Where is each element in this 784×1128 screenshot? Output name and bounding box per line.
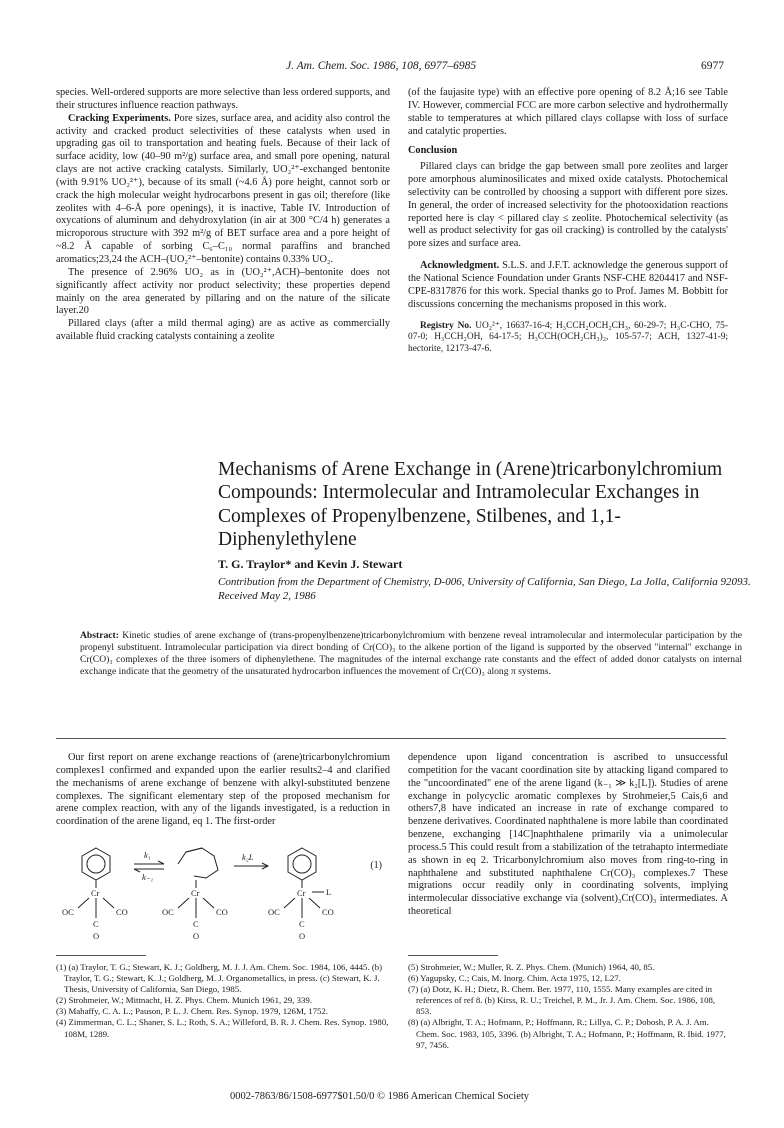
footnotes-left bbox=[56, 962, 390, 1040]
equation-1 bbox=[56, 846, 390, 944]
carbonyl-label: OC bbox=[268, 907, 280, 917]
paragraph: Our first report on arene exchange reactions of (arene)tricarbonylchromium complexes1 confirmed and expanded upon the earlier results2–4 and clarified the mechanisms of arene exchange of benzene with alkyl-substituted benzene complexes. The significant elementary step of the proposed mechanism for arene complex reaction, with any of the ligands investigated, is a reduction in coordination of the arene ligand, eq 1. The first-order bbox=[56, 752, 390, 828]
divider bbox=[56, 738, 726, 739]
section-lead: Cracking Experiments. bbox=[68, 112, 171, 124]
chromium-label: Cr bbox=[91, 888, 100, 898]
paragraph: Pillared clays can bridge the gap between small pore zeolites and larger pore amorphous aluminosilicates and mixed oxide catalysts. Photochemical selectivity can be controlled by choosing a support with different pore sizes. In general, the order of increased selectivity for the photooxidation reactions reported here is clay < pillared clay ≤ zeolite. Photochemical selectivity (as well as product selectivity for gas oil cracking) is controlled by the catalysts' pore sizes and surface area. bbox=[408, 161, 728, 250]
paragraph: Acknowledgment. S.L.S. and J.F.T. acknowledge the generous support of the National Science Foundation under Grants NSF-CHE 8204417 and NSF-CPE-8317876 for this work. Special thanks go to Prof. James M. Bobbitt for discussions concerning the mechanisms proposed in this work. bbox=[408, 260, 728, 310]
carbonyl-label: CO bbox=[322, 907, 334, 917]
paragraph: Pillared clays (after a mild thermal aging) are as active as commercially available fluid cracking catalysts containing a zeolite bbox=[56, 318, 390, 343]
footnote: (6) Yagupsky, C.; Cais, M. Inorg. Chim. Acta 1975, 12, L27. bbox=[408, 973, 621, 984]
carbon-label: C bbox=[93, 919, 99, 929]
footnote: (5) Strohmeier, W.; Muller, R. Z. Phys. Chem. (Munich) 1964, 40, 85. bbox=[408, 962, 655, 972]
body-right-column bbox=[408, 752, 728, 919]
article-affiliation: Contribution from the Department of Chemistry, D-006, University of California, San Diego, La Jolla, California 92093. Received May 2, 1986 bbox=[218, 576, 751, 602]
chromium-label: Cr bbox=[297, 888, 306, 898]
carbon-label: C bbox=[299, 919, 305, 929]
footnote: (4) Zimmerman, C. L.; Shaner, S. L.; Roth, S. A.; Willeford, B. R. J. Chem. Res. Synop. 1980, 108M, 1289. bbox=[56, 1017, 389, 1039]
body-left-column bbox=[56, 752, 390, 829]
paragraph: species. Well-ordered supports are more selective than less ordered supports, and their structures influence reaction pathways. bbox=[56, 87, 390, 111]
prev-article-left-column bbox=[56, 87, 390, 344]
article-authors: T. G. Traylor* and Kevin J. Stewart bbox=[218, 557, 403, 571]
carbon-label: C bbox=[193, 919, 199, 929]
arene-ring-2 bbox=[178, 848, 218, 878]
carbonyl-label: OC bbox=[162, 907, 174, 917]
copyright-footer: 0002-7863/86/1508-6977$01.50/0 © 1986 American Chemical Society bbox=[230, 1091, 530, 1102]
rate-constant-k2L: k₂L bbox=[242, 852, 254, 862]
equation-number: (1) bbox=[370, 860, 382, 871]
rate-constant-k1: k₁ bbox=[144, 850, 151, 860]
footnote: (8) (a) Albright, T. A.; Hofmann, P.; Hoffmann, R.; Lillya, C. P.; Dobosh, P. A. J. Am. Chem. Soc. 1983, 105, 3396. (b) Albright, T. A.; Hofmann, P.; Hoffmann, R. Ibid. 1977, 97, 7456. bbox=[408, 1017, 726, 1050]
aromatic-circle-1 bbox=[87, 855, 105, 873]
carbonyl-label: OC bbox=[62, 907, 74, 917]
carbonyl-label: CO bbox=[116, 907, 128, 917]
paragraph: Cracking Experiments. Pore sizes, surface area, and acidity also control the activity and cracked product selectivities of these catalysts when used in upgrading gas oil to transportation and heating fuels. Because of their lack of surface acidity, low (40–90 m²/g) surface area, and small pore opening, natural clays are not active cracking catalysts. Similarly, UO₂²⁺-exchanged bentonite (with 9.91% UO₂²⁺), because of its small (~4.6 Å) pore height, cannot sorb or crack the high molecular weight hydrocarbons present in gas oil; therefore (like zeolites with 4–6-Å pore openings), it is inactive, Table IV. Introduction of oxycations of aluminum and dehydroxylation (in air at 300 °C/4 h) generates a microporous structure with 392 m²/g of BET surface area and a pore height of ~8.2 Å capable of sorbing C₆–C₁₀ normal paraffins and branched aromatics;23,24 the ACH–(UO₂²⁺–bentonite) contains 0.33% UO₂. bbox=[56, 112, 390, 265]
footnote-rule bbox=[56, 955, 146, 956]
abstract-label: Abstract: bbox=[80, 630, 119, 641]
section-heading: Conclusion bbox=[408, 145, 458, 157]
footnote: (1) (a) Traylor, T. G.; Stewart, K. J.; Goldberg, M. J. J. Am. Chem. Soc. 1984, 106, 4445. (b) Traylor, T. G.; Stewart, K. J.; Goldberg, M. J. Organometallics, in press. (c) Stewart, K. J. Thesis, University of California, San Diego, 1985. bbox=[56, 962, 383, 995]
footnote-rule bbox=[408, 955, 498, 956]
footnotes-right bbox=[408, 962, 728, 1051]
oxygen-label: O bbox=[299, 931, 306, 941]
prev-article-right-column bbox=[408, 87, 728, 356]
paragraph: (of the faujasite type) with an effective pore opening of 8.2 Å;16 see Table IV. However, commercial FCC are more carbon selective and hydrothermally stable to temperatures at which pillared clays collapse with loss of surface and catalytic properties. bbox=[408, 87, 728, 137]
oxygen-label: O bbox=[193, 931, 200, 941]
section-lead: Registry No. bbox=[420, 320, 472, 331]
rate-constant-km1: k₋₁ bbox=[142, 872, 154, 882]
page-number: 6977 bbox=[701, 60, 724, 72]
page-header bbox=[56, 60, 724, 76]
journal-citation: J. Am. Chem. Soc. 1986, 108, 6977–6985 bbox=[286, 60, 477, 72]
benzene-ring-3 bbox=[288, 848, 316, 880]
ligand-label: L bbox=[326, 887, 332, 897]
aromatic-circle-3 bbox=[293, 855, 311, 873]
benzene-ring-1 bbox=[82, 848, 110, 880]
paragraph: dependence upon ligand concentration is ascribed to unsuccessful competition for the vacant coordination site by attacking ligand compared to the "uncoordinated" ene of the arene ligand (k₋₁ ≫ k₂[L]). Studies of arene exchange in polycyclic aromatic complexes by Strohmeier,5 Cais,6 and others7,8 have indicated an increase in rate of exchange compared to benzene derivatives. Coordinated naphthalene is more labile than coordinated benzene, exchanging [14C]naphthalene primarily via a unimolecular process.5 This could result from a stabilization of the tetrahapto intermediate as shown in eq 2. Tricarbonylchromium also moves from ring-to-ring in naphthalene and substituted naphthalene Cr(CO)₃ complexes.7 These migrations occur readily only in coordinating solvents, implying intermolecular dissociative exchange via (solvent)₃Cr(CO)₃ intermediates. A theoretical bbox=[408, 752, 728, 918]
chromium-label: Cr bbox=[191, 888, 200, 898]
footnote: (3) Mahaffy, C. A. L.; Pauson, P. L. J. Chem. Res. Synop. 1979, 126M, 1752. bbox=[56, 1006, 328, 1017]
carbonyl-label: CO bbox=[216, 907, 228, 917]
paragraph: The presence of 2.96% UO₂ as in (UO₂²⁺,ACH)–bentonite does not significantly affect activity nor product selectivity; these properties depend mainly on the area generated by pillaring and on the nature of the silicate layer.20 bbox=[56, 266, 390, 317]
oxygen-label: O bbox=[93, 931, 100, 941]
section-lead: Acknowledgment. bbox=[420, 260, 500, 272]
abstract: Abstract: Kinetic studies of arene exchange of (trans-propenylbenzene)tricarbonylchromium with benzene reveal intramolecular and intermolecular participation by the propenyl substituent. Intramolecular participation via direct bonding of Cr(CO)₃ to the alkene portion of the ligand is supported by the observed "internal" exchange in Cr(CO)₃ complexes of the three isomers of diphenylethene. The magnitudes of the internal exchange rate constants and the effect of added donor catalysts on internal exchange indicate that the geometry of the unsaturated hydrocarbon influences the movement of Cr(CO)₃ along π systems. bbox=[80, 630, 742, 678]
equation-1-scheme bbox=[56, 846, 390, 944]
article-title: Mechanisms of Arene Exchange in (Arene)tricarbonylchromium Compounds: Intermolecular and Intramolecular Exchanges in Complexes of Propenylbenzene, Stilbenes, and 1,1-Diphenylethylene bbox=[218, 459, 723, 551]
footnote: (7) (a) Dotz, K. H.; Dietz, R. Chem. Ber. 1977, 110, 1555. Many examples are cited in references of ref 8. (b) Kirss, R. U.; Treichel, P. M., Jr. J. Am. Chem. Soc. 1986, 108, 853. bbox=[408, 984, 716, 1017]
registry-paragraph: Registry No. UO₂²⁺, 16637-16-4; H₃CCH₂OCH₂CH₃, 60-29-7; H₃C-CHO, 75-07-0; H₃CCH₂OH, 64-17-5; H₃CCH(OCH₂CH₃)₂, 105-57-7; ACH, 1327-41-9; hectorite, 12173-47-6. bbox=[408, 320, 728, 355]
footnote: (2) Strohmeier, W.; Mittnacht, H. Z. Phys. Chem. Munich 1961, 29, 339. bbox=[56, 995, 312, 1006]
